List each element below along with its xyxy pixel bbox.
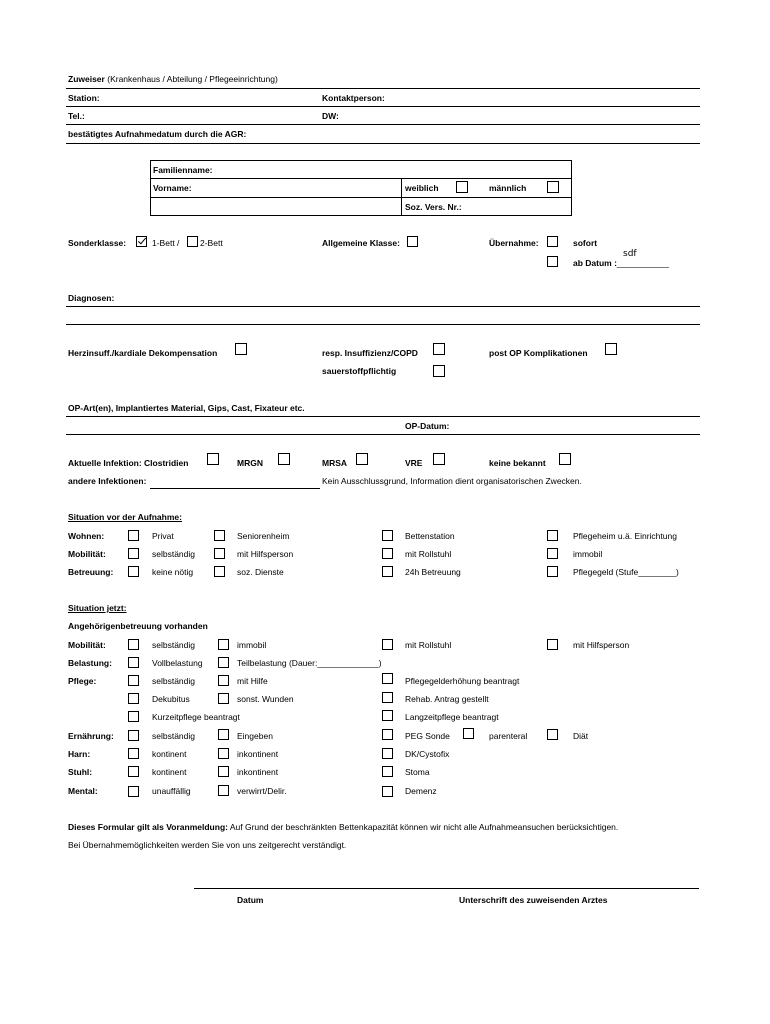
belastung-label: Belastung:: [68, 658, 112, 668]
vor-aufnahme-title: Situation vor der Aufnahme:: [68, 512, 182, 522]
mobilitaet-jetzt-hilfsperson-label: mit Hilfsperson: [573, 640, 630, 650]
divider: [401, 178, 402, 216]
voranmeldung-hinweis: Dieses Formular gilt als Voranmeldung: Auf Grund der beschränkten Bettenkapazität können wir nicht alle Aufnahmeansuchen berücksichtigen.: [68, 822, 619, 832]
station-label: Station:: [68, 93, 100, 103]
vorname-label: Vorname:: [153, 183, 192, 193]
svnr-label: Soz. Vers. Nr.:: [405, 202, 462, 212]
mrgn-label: MRGN: [237, 458, 263, 468]
datum-label: Datum: [237, 895, 264, 905]
rehab-antrag-checkbox[interactable]: [382, 692, 393, 703]
handwritten-date-entry: sdf: [623, 249, 637, 259]
sonst-wunden-checkbox[interactable]: [218, 693, 229, 704]
pflege-mit-hilfe-label: mit Hilfe: [237, 676, 268, 686]
einbett-checkbox[interactable]: [136, 236, 147, 247]
allgemeine-klasse-checkbox[interactable]: [407, 236, 418, 247]
mental-unauffaellig-checkbox[interactable]: [128, 786, 139, 797]
einbett-label: 1-Bett /: [152, 238, 180, 248]
ab-datum-label: ab Datum :___________: [573, 258, 669, 268]
teilbelastung-checkbox[interactable]: [218, 657, 229, 668]
postop-label: post OP Komplikationen: [489, 348, 588, 358]
dk-cystofix-label: DK/Cystofix: [405, 749, 450, 759]
mobilitaet-jetzt-immobil-checkbox[interactable]: [218, 639, 229, 650]
kontaktperson-label: Kontaktperson:: [322, 93, 385, 103]
harn-inkontinent-checkbox[interactable]: [218, 748, 229, 759]
peg-sonde-checkbox[interactable]: [382, 729, 393, 740]
wohnen-label: Wohnen:: [68, 531, 105, 541]
divider: [150, 178, 572, 179]
mobilitaet-vor-label: Mobilität:: [68, 549, 106, 559]
ernaehrung-eingeben-label: Eingeben: [237, 731, 273, 741]
mobilitaet-vor-selbstaendig-checkbox[interactable]: [128, 548, 139, 559]
diagnosen-field-line-2[interactable]: [66, 324, 700, 325]
dw-label: DW:: [322, 111, 339, 121]
wohnen-pflegeheim-checkbox[interactable]: [547, 530, 558, 541]
zweibett-label: 2-Bett: [200, 238, 223, 248]
wohnen-seniorenheim-label: Seniorenheim: [237, 531, 290, 541]
stuhl-kontinent-checkbox[interactable]: [128, 766, 139, 777]
resp-insuff-checkbox[interactable]: [433, 343, 445, 355]
stoma-label: Stoma: [405, 767, 430, 777]
herzinsuff-checkbox[interactable]: [235, 343, 247, 355]
mobilitaet-jetzt-label: Mobilität:: [68, 640, 106, 650]
andere-infektionen-label: andere Infektionen:: [68, 476, 147, 486]
betreuung-pflegegeld-label: Pflegegeld (Stufe________): [573, 567, 679, 577]
maennlich-label: männlich: [489, 183, 527, 193]
sonderklasse-label: Sonderklasse:: [68, 238, 127, 248]
vollbelastung-label: Vollbelastung: [152, 658, 203, 668]
betreuung-soz-dienste-label: soz. Dienste: [237, 567, 284, 577]
pflegegelderhoehung-label: Pflegegelderhöhung beantragt: [405, 676, 520, 686]
harn-kontinent-checkbox[interactable]: [128, 748, 139, 759]
wohnen-privat-label: Privat: [152, 531, 174, 541]
sauerstoff-checkbox[interactable]: [433, 365, 445, 377]
ab-datum-field[interactable]: ___________: [616, 258, 669, 268]
aufnahmedatum-label: bestätigtes Aufnahmedatum durch die AGR:: [68, 129, 247, 139]
mobilitaet-jetzt-rollstuhl-label: mit Rollstuhl: [405, 640, 452, 650]
demenz-checkbox[interactable]: [382, 786, 393, 797]
teilbelastung-label: Teilbelastung (Dauer:_____________): [237, 658, 382, 668]
langzeitpflege-label: Langzeitpflege beantragt: [405, 712, 499, 722]
angehoerigen-label: Angehörigenbetreuung vorhanden: [68, 621, 208, 631]
pflege-mit-hilfe-checkbox[interactable]: [218, 675, 229, 686]
op-art-field-line[interactable]: [66, 416, 700, 417]
zweibett-checkbox[interactable]: [187, 236, 198, 247]
ab-datum-checkbox[interactable]: [547, 256, 558, 267]
ernaehrung-selbstaendig-checkbox[interactable]: [128, 730, 139, 741]
stuhl-label: Stuhl:: [68, 767, 93, 777]
diagnosen-field-line[interactable]: [66, 306, 700, 307]
pflege-label: Pflege:: [68, 676, 97, 686]
weiblich-checkbox[interactable]: [456, 181, 468, 193]
mobilitaet-vor-rollstuhl-checkbox[interactable]: [382, 548, 393, 559]
ernaehrung-label: Ernährung:: [68, 731, 114, 741]
mobilitaet-vor-hilfsperson-checkbox[interactable]: [214, 548, 225, 559]
mobilitaet-vor-immobil-checkbox[interactable]: [547, 548, 558, 559]
ernaehrung-eingeben-checkbox[interactable]: [218, 729, 229, 740]
harn-label: Harn:: [68, 749, 91, 759]
divider: [66, 88, 700, 89]
mental-verwirrt-checkbox[interactable]: [218, 785, 229, 796]
parenteral-checkbox[interactable]: [463, 728, 474, 739]
wohnen-bettenstation-checkbox[interactable]: [382, 530, 393, 541]
tel-field-line[interactable]: [66, 124, 700, 125]
kurzzeitpflege-label: Kurzeitpflege beantragt: [152, 712, 240, 722]
keine-bekannt-label: keine bekannt: [489, 458, 546, 468]
ernaehrung-selbstaendig-label: selbständig: [152, 731, 196, 741]
keine-bekannt-checkbox[interactable]: [559, 453, 571, 465]
aufnahmedatum-field-line[interactable]: [66, 143, 700, 144]
mrgn-checkbox[interactable]: [278, 453, 290, 465]
stuhl-kontinent-label: kontinent: [152, 767, 187, 777]
stuhl-inkontinent-label: inkontinent: [237, 767, 279, 777]
demenz-label: Demenz: [405, 786, 437, 796]
sonst-wunden-label: sonst. Wunden: [237, 694, 294, 704]
op-datum-label: OP-Datum:: [405, 421, 450, 431]
diaet-checkbox[interactable]: [547, 729, 558, 740]
infektion-hinweis: Kein Ausschlussgrund, Information dient organisatorischen Zwecken.: [322, 476, 582, 486]
langzeitpflege-checkbox[interactable]: [382, 710, 393, 721]
mental-verwirrt-label: verwirrt/Delir.: [237, 786, 287, 796]
vollbelastung-checkbox[interactable]: [128, 657, 139, 668]
dk-cystofix-checkbox[interactable]: [382, 748, 393, 759]
stoma-checkbox[interactable]: [382, 766, 393, 777]
betreuung-keine-checkbox[interactable]: [128, 566, 139, 577]
mental-label: Mental:: [68, 786, 98, 796]
sofort-label: sofort: [573, 238, 598, 248]
rehab-antrag-label: Rehab. Antrag gestellt: [405, 694, 489, 704]
clostridien-checkbox[interactable]: [207, 453, 219, 465]
sauerstoff-label: sauerstoffpflichtig: [322, 366, 397, 376]
harn-inkontinent-label: inkontinent: [237, 749, 279, 759]
kurzzeitpflege-checkbox[interactable]: [128, 711, 139, 722]
sofort-checkbox[interactable]: [547, 236, 558, 247]
diaet-label: Diät: [573, 731, 589, 741]
zuweiser-heading: Zuweiser (Krankenhaus / Abteilung / Pflegeeinrichtung): [68, 74, 278, 84]
station-field-line[interactable]: [66, 106, 700, 107]
weiblich-label: weiblich: [405, 183, 439, 193]
parenteral-label: parenteral: [489, 731, 528, 741]
betreuung-24h-checkbox[interactable]: [382, 566, 393, 577]
stuhl-inkontinent-checkbox[interactable]: [218, 766, 229, 777]
tel-label: Tel.:: [68, 111, 85, 121]
op-art-label: OP-Art(en), Implantiertes Material, Gips, Cast, Fixateur etc.: [68, 403, 305, 413]
mrsa-label: MRSA: [322, 458, 348, 468]
allgemeine-klasse-label: Allgemeine Klasse:: [322, 238, 400, 248]
mobilitaet-jetzt-selbstaendig-label: selbständig: [152, 640, 196, 650]
pflege-selbstaendig-label: selbständig: [152, 676, 196, 686]
mobilitaet-jetzt-immobil-label: immobil: [237, 640, 267, 650]
mobilitaet-jetzt-selbstaendig-checkbox[interactable]: [128, 639, 139, 650]
uebernahme-label: Übernahme:: [489, 238, 539, 248]
jetzt-title: Situation jetzt:: [68, 603, 127, 613]
wohnen-seniorenheim-checkbox[interactable]: [214, 530, 225, 541]
betreuung-keine-label: keine nötig: [152, 567, 194, 577]
wohnen-bettenstation-label: Bettenstation: [405, 531, 455, 541]
signature-line[interactable]: [194, 888, 699, 889]
familienname-label: Familienname:: [153, 165, 213, 175]
mental-unauffaellig-label: unauffällig: [152, 786, 191, 796]
postop-checkbox[interactable]: [605, 343, 617, 355]
mobilitaet-jetzt-hilfsperson-checkbox[interactable]: [547, 639, 558, 650]
betreuung-pflegegeld-checkbox[interactable]: [547, 566, 558, 577]
mobilitaet-vor-selbstaendig-label: selbständig: [152, 549, 196, 559]
unterschrift-label: Unterschrift des zuweisenden Arztes: [459, 895, 608, 905]
diagnosen-label: Diagnosen:: [68, 293, 115, 303]
herzinsuff-label: Herzinsuff./kardiale Dekompensation: [68, 348, 218, 358]
betreuung-label: Betreuung:: [68, 567, 114, 577]
maennlich-checkbox[interactable]: [547, 181, 559, 193]
peg-sonde-label: PEG Sonde: [405, 731, 450, 741]
betreuung-soz-dienste-checkbox[interactable]: [214, 566, 225, 577]
dekubitus-label: Dekubitus: [152, 694, 190, 704]
mobilitaet-vor-rollstuhl-label: mit Rollstuhl: [405, 549, 452, 559]
vre-checkbox[interactable]: [433, 453, 445, 465]
pflege-selbstaendig-checkbox[interactable]: [128, 675, 139, 686]
divider: [150, 197, 572, 198]
verstaendigung-hinweis: Bei Übernahmemöglichkeiten werden Sie von uns zeitgerecht verständigt.: [68, 840, 347, 850]
op-datum-field-line[interactable]: [66, 434, 700, 435]
mobilitaet-vor-immobil-label: immobil: [573, 549, 603, 559]
mrsa-checkbox[interactable]: [356, 453, 368, 465]
wohnen-pflegeheim-label: Pflegeheim u.ä. Einrichtung: [573, 531, 677, 541]
clostridien-label: Aktuelle Infektion: Clostridien: [68, 458, 189, 468]
resp-insuff-label: resp. Insuffizienz/COPD: [322, 348, 418, 358]
wohnen-privat-checkbox[interactable]: [128, 530, 139, 541]
mobilitaet-jetzt-rollstuhl-checkbox[interactable]: [382, 639, 393, 650]
pflegegelderhoehung-checkbox[interactable]: [382, 673, 393, 684]
mobilitaet-vor-hilfsperson-label: mit Hilfsperson: [237, 549, 294, 559]
betreuung-24h-label: 24h Betreuung: [405, 567, 461, 577]
andere-infektionen-field-line[interactable]: [150, 488, 320, 489]
vre-label: VRE: [405, 458, 423, 468]
dekubitus-checkbox[interactable]: [128, 693, 139, 704]
harn-kontinent-label: kontinent: [152, 749, 187, 759]
